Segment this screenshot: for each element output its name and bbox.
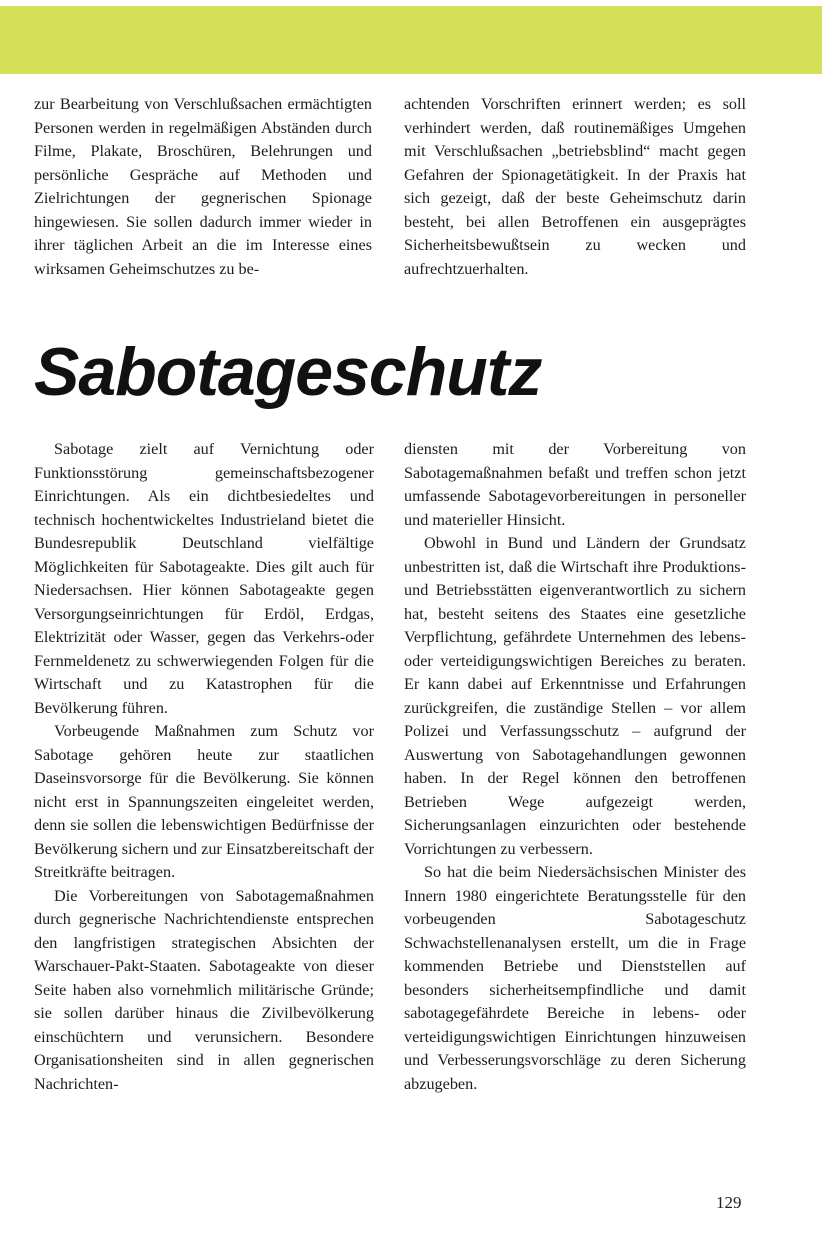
page-number: 129 bbox=[716, 1193, 742, 1212]
paragraph: Sabotage zielt auf Vernichtung oder Funktionsstörung gemeinschaftsbezogener Einrichtungen. Als ein dichtbesiedeltes und technisch hochentwickeltes Industrieland bietet die Bundesrepublik Deutschland vielfältige Möglichkeiten für Sabotageakte. Dies gilt auch für Niedersachsen. Hier können Sabotageakte gegen Versorgungseinrichtungen für Erdöl, Erdgas, Elektrizität oder Wasser, gegen das Verkehrs-oder Fernmeldenetz zu schwerwiegenden Folgen für die Wirtschaft und zu Katastrophen für die Bevölkerung führen. bbox=[34, 440, 374, 717]
top-left-column bbox=[34, 93, 372, 281]
paragraph: zur Bearbeitung von Verschlußsachen ermächtigten Personen werden in regelmäßigen Abständen durch Filme, Plakate, Broschüren, Belehrungen und persönliche Gespräche auf Methoden und Zielrichtungen der gegnerischen Spionage hingewiesen. Sie sollen dadurch immer wieder in ihrer täglichen Arbeit an die im Interesse eines wirksamen Geheimschutzes zu be- bbox=[34, 95, 372, 278]
paragraph: Vorbeugende Maßnahmen zum Schutz vor Sabotage gehören heute zur staatlichen Daseinsvorsorge für die Bevölkerung. Sie können nicht erst in Spannungszeiten eingeleitet werden, denn sie sollen die lebenswichtigen Bedürfnisse der Bevölkerung sichern und zur Einsatzbereitschaft der Streitkräfte beitragen. bbox=[34, 722, 374, 881]
paragraph: achtenden Vorschriften erinnert werden; es soll verhindert werden, daß routinemäßiges Umgehen mit Verschlußsachen „betriebsblind“ macht gegen Gefahren der Spionagetätigkeit. In der Praxis hat sich gezeigt, daß der beste Geheimschutz darin besteht, bei allen Betroffenen ein ausgeprägtes Sicherheitsbewußtsein zu wecken und aufrechtzuerhalten. bbox=[404, 95, 746, 278]
paragraph: diensten mit der Vorbereitung von Sabotagemaßnahmen befaßt und treffen schon jetzt umfassende Sabotagevorbereitungen in personeller und materieller Hinsicht. bbox=[404, 440, 746, 529]
paragraph: Obwohl in Bund und Ländern der Grundsatz unbestritten ist, daß die Wirtschaft ihre Produktions- und Betriebsstätten eigenverantwortlich zu sichern hat, besteht seitens des Staates eine gesetzliche Verpflichtung, gefährdete Unternehmen des lebens- oder verteidigungswichtigen Bereiches zu beraten. Er kann dabei auf Erkenntnisse und Erfahrungen zurückgreifen, die zuständige Stellen – vor allem Polizei und Verfassungsschutz – aufgrund der Auswertung von Sabotagehandlungen gewonnen haben. In der Regel können den betroffenen Betrieben Wege aufgezeigt werden, Sicherungsanlagen einzurichten oder bestehende Vorrichtungen zu verbessern. bbox=[404, 534, 746, 858]
paragraph: So hat die beim Niedersächsischen Minister des Innern 1980 eingerichtete Beratungsstelle für den vorbeugenden Sabotageschutz Schwachstellenanalysen erstellt, um die in Frage kommenden Betriebe und Dienststellen auf besonders sicherheitsempfindliche und damit sabotagegefährdete Bereiche in lebens- oder verteidigungswichtigen Einrichtungen hinzuweisen und Verbesserungsvorschläge zu deren Sicherung abzugeben. bbox=[404, 863, 746, 1093]
section-heading: Sabotageschutz bbox=[34, 334, 542, 410]
header-color-band bbox=[0, 6, 822, 74]
main-right-column bbox=[404, 438, 746, 1096]
main-left-column bbox=[34, 438, 374, 1096]
paragraph: Die Vorbereitungen von Sabotagemaßnahmen durch gegnerische Nachrichtendienste entsprechen den langfristigen strategischen Absichten der Warschauer-Pakt-Staaten. Sabotageakte von dieser Seite haben also vornehmlich militärische Gründe; sie sollen darüber hinaus die Zivilbevölkerung einschüchtern und verunsichern. Besondere Organisationsheiten sind in allen gegnerischen Nachrichten- bbox=[34, 886, 374, 1093]
top-right-column bbox=[404, 93, 746, 281]
